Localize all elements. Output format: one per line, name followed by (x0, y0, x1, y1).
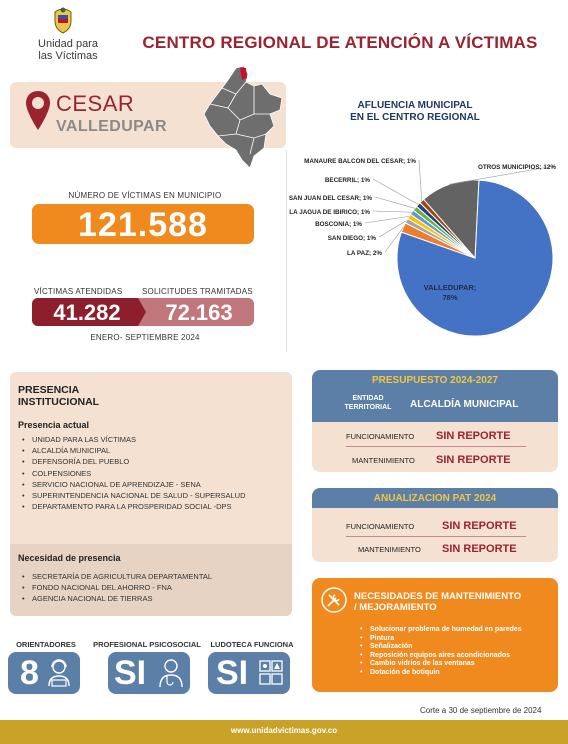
pie-slice-label: OTROS MUNICIPIOS; 12% (477, 164, 556, 171)
list-item: • Reposición equipos aires acondicionados (358, 652, 554, 661)
pie-slice-label: BOSCONIA; 1% (315, 221, 362, 228)
pie-slice-label: BECERRIL; 1% (324, 177, 370, 184)
budget-functioning-value: SIN REPORTE (436, 430, 511, 442)
chart-title-line-2: EN EL CENTRO REGIONAL (350, 112, 480, 123)
list-item: • Solucionar problema de humedad en paredes (358, 626, 554, 635)
requests-label: SOLICITUDES TRAMITADAS (142, 287, 253, 296)
colombia-map-icon (196, 64, 288, 172)
list-item: • Cambio vidrios de las ventanas (358, 660, 554, 669)
entity-value: ALCALDÍA MUNICIPAL (410, 399, 519, 410)
entity-label-line-1: ENTIDAD (352, 395, 384, 402)
logo-line-1: Unidad para (38, 38, 98, 50)
entity-label-line-2: TERRITORIAL (344, 404, 392, 411)
entity-label (338, 394, 398, 412)
victims-count-label: NÚMERO DE VÍCTIMAS EN MUNICIPIO (68, 191, 222, 200)
doctor-icon (158, 658, 184, 688)
cutoff-date: Corte a 30 de septiembre de 2024 (420, 706, 542, 715)
need-presence-title: Necesidad de presencia (18, 553, 121, 563)
budget-maintenance-label: MANTENIMIENTO (352, 456, 415, 465)
budget-title: PRESUPUESTO 2024-2027 (372, 375, 498, 386)
list-item: • Pintura (358, 635, 554, 644)
current-presence-list (20, 434, 288, 512)
pat-maintenance-value: SIN REPORTE (442, 543, 517, 555)
orientadores-label: ORIENTADORES (16, 640, 76, 649)
pie-leader-line (373, 179, 418, 205)
list-item: • AGENCIA NACIONAL DE TIERRAS (20, 593, 288, 604)
coat-of-arms-icon (52, 6, 74, 34)
location-pin-icon (25, 90, 51, 132)
ludoteca-value: SI (216, 654, 249, 692)
list-item: • Señalización (358, 643, 554, 652)
need-presence-list (20, 571, 288, 605)
footer-url[interactable]: www.unidadvictimas.gov.co (230, 726, 338, 735)
tools-icon (320, 586, 348, 614)
presence-title-line-2: INSTITUCIONAL (18, 396, 100, 408)
maintenance-title-line-1: NECESIDADES DE MANTENIMIENTO (354, 591, 522, 602)
pie-slice-label: MANAURE BALCON DEL CESAR; 1% (304, 158, 416, 165)
pat-maintenance-label: MANTENIMIENTO (358, 545, 421, 554)
presence-title-line-1: PRESENCIA (18, 384, 80, 396)
municipality-name: VALLEDUPAR (56, 118, 167, 135)
victims-count-value: 121.588 (78, 206, 208, 244)
list-item: • DEFENSORÍA DEL PUEBLO (20, 456, 288, 467)
pie-leader-line (375, 197, 415, 208)
attended-label: VÍCTIMAS ATENDIDAS (34, 287, 123, 296)
list-item: • Dotación de botiquin (358, 669, 554, 678)
budget-maintenance-value: SIN REPORTE (436, 454, 511, 466)
list-item: • DEPARTAMENTO PARA LA PROSPERIDAD SOCIAL -DPS (20, 501, 288, 512)
pat-functioning-value: SIN REPORTE (442, 520, 517, 532)
divider (346, 536, 526, 537)
current-presence-title: Presencia actual (18, 420, 90, 430)
page-title: CENTRO REGIONAL DE ATENCIÓN A VÍCTIMAS (142, 33, 538, 52)
pie-leader-line (365, 216, 409, 223)
department-name: CESAR (56, 91, 135, 116)
maintenance-title-line-2: / MEJORAMIENTO (354, 602, 437, 613)
toys-icon (258, 658, 284, 688)
list-item: • ALCALDÍA MUNICIPAL (20, 445, 288, 456)
list-item: • COLPENSIONES (20, 468, 288, 479)
maintenance-needs-list (358, 626, 554, 678)
pie-slice-label: SAN JUAN DEL CESAR; 1% (288, 195, 372, 202)
pie-leader-line (373, 211, 412, 212)
pat-title: ANUALIZACION PAT 2024 (373, 493, 497, 504)
person-headset-icon (46, 658, 72, 688)
pie-slice-label: SAN DIEGO; 1% (327, 235, 376, 242)
list-item: • FONDO NACIONAL DEL AHORRO - FNA (20, 582, 288, 593)
chart-title-line-1: AFLUENCIA MUNICIPAL (357, 100, 473, 111)
list-item: • SUPERINTENDENCIA NACIONAL DE SALUD - SUPERSALUD (20, 490, 288, 501)
list-item: • UNIDAD PARA LAS VÍCTIMAS (20, 434, 288, 445)
logo-line-2: las Víctimas (38, 50, 98, 62)
list-item: • SECRETARÍA DE AGRICULTURA DEPARTAMENTAL (20, 571, 288, 582)
budget-functioning-label: FUNCIONAMIENTO (346, 432, 415, 441)
pie-slice-label: LA JAGUA DE IBIRICO; 1% (289, 209, 370, 216)
attended-value: 41.282 (53, 300, 121, 325)
pie-slice-label: LA PAZ; 2% (347, 250, 382, 257)
pat-functioning-label: FUNCIONAMIENTO (346, 522, 415, 531)
divider (346, 446, 526, 447)
pie-slice-label: VALLEDUPAR; (423, 283, 477, 292)
psicosocial-value: SI (114, 654, 147, 692)
psicosocial-label: PROFESIONAL PSICOSOCIAL (93, 640, 201, 649)
requests-value: 72.163 (165, 300, 233, 325)
chart-title (320, 100, 510, 124)
maintenance-needs-title (354, 591, 554, 613)
period-label: ENERO- SEPTIEMBRE 2024 (90, 333, 200, 342)
pie-leader-line (419, 160, 422, 201)
logo-text (28, 38, 108, 62)
presence-title (18, 384, 138, 408)
list-item: • SERVICIO NACIONAL DE APRENDIZAJE - SENA (20, 479, 288, 490)
pie-slice-label: 78% (442, 293, 458, 302)
orientadores-value: 8 (20, 654, 39, 692)
ludoteca-label: LUDOTECA FUNCIONA (210, 640, 294, 649)
pie-chart (280, 150, 568, 360)
